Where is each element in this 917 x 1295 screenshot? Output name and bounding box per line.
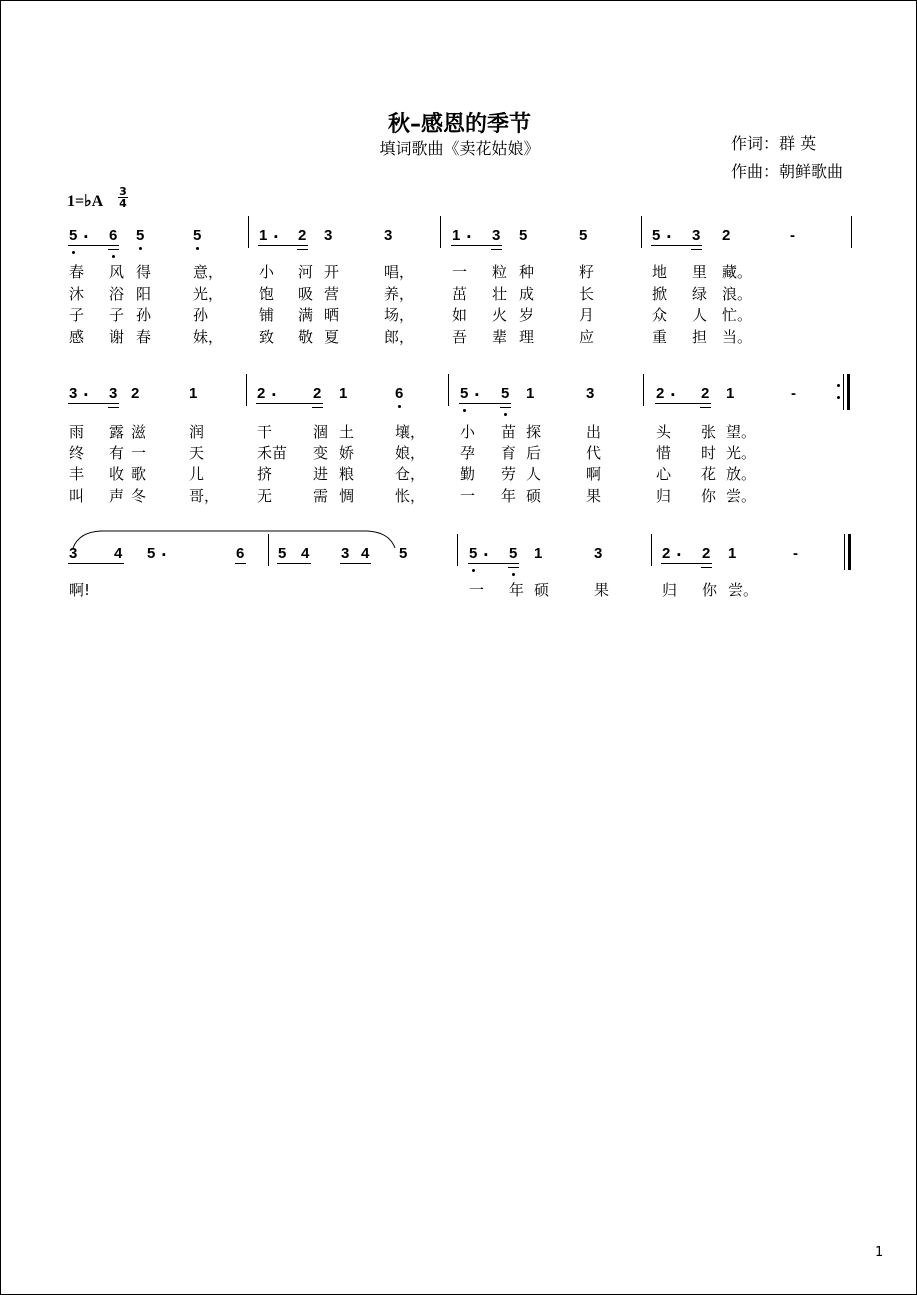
lyric-syllable: 探: [526, 423, 542, 441]
lyric-syllable: 阳: [136, 285, 152, 303]
barline: [651, 534, 652, 566]
repeat-dot: [837, 384, 840, 387]
lyric-syllable: 代: [586, 444, 602, 462]
lyric-syllable: 育: [501, 444, 517, 462]
barline: [268, 534, 269, 566]
lyric-syllable: 吾: [452, 328, 468, 346]
lyric-syllable: 子: [69, 306, 85, 324]
dash-note: -: [791, 385, 796, 402]
note: 3: [69, 545, 78, 562]
lyric-syllable: 晒: [324, 306, 340, 324]
note: 1: [526, 385, 535, 402]
lyric-syllable: 雨: [69, 423, 85, 441]
note: 5: [469, 545, 478, 562]
lyric-syllable: 心: [656, 465, 672, 483]
lyric-syllable: 满: [298, 306, 314, 324]
lyric-syllable: 意，: [193, 263, 224, 281]
note: 2: [722, 227, 731, 244]
time-signature: [118, 186, 128, 209]
note: 3: [384, 227, 393, 244]
note: 4: [301, 545, 310, 562]
lyric-syllable: 归: [662, 581, 678, 599]
lyric-syllable: 尝。: [726, 487, 757, 505]
lyric-syllable: 进: [313, 465, 329, 483]
lyric-syllable: 饱: [259, 285, 275, 303]
lyric-syllable: 声: [109, 487, 125, 505]
lyric-syllable: 地: [652, 263, 668, 281]
note: 2: [298, 227, 307, 244]
barline: [440, 216, 441, 248]
note: 2: [313, 385, 322, 402]
note: 1: [726, 385, 735, 402]
lyric-syllable: 叫: [69, 487, 85, 505]
underline: [491, 245, 502, 246]
lyric-syllable: 春: [69, 263, 85, 281]
lyric-syllable: 浪。: [722, 285, 753, 303]
lyric-syllable: 歌: [131, 465, 147, 483]
lyric-syllable: 当。: [722, 328, 753, 346]
lyric-syllable: 成: [519, 285, 535, 303]
lyric-syllable: 敬: [298, 328, 314, 346]
note: 5: [519, 227, 528, 244]
underline: [108, 245, 119, 246]
lyric-syllable: 人: [692, 306, 708, 324]
underline: [691, 249, 702, 250]
note: 5: [501, 385, 510, 402]
lyric-syllable: 孕: [460, 444, 476, 462]
underline: [297, 245, 308, 246]
augmentation-dot: ·: [474, 386, 480, 404]
lyric-syllable: 长: [579, 285, 595, 303]
lyric-syllable: 忙。: [722, 306, 753, 324]
lyric-syllable: 头: [656, 423, 672, 441]
barline: [844, 534, 845, 570]
note: 3: [341, 545, 350, 562]
augmentation-dot: ·: [466, 228, 472, 246]
lyric-syllable: 一: [460, 487, 476, 505]
low-octave-dot: [472, 569, 475, 572]
underline: [508, 563, 519, 564]
lyric-syllable: 藏。: [722, 263, 753, 281]
note: 1: [259, 227, 268, 244]
lyric-syllable: 担: [692, 328, 708, 346]
note: 2: [656, 385, 665, 402]
underline: [113, 563, 124, 564]
lyric-syllable: 有: [109, 444, 125, 462]
note: 3: [492, 227, 501, 244]
underline: [500, 403, 511, 404]
lyric-syllable: 场，: [384, 306, 415, 324]
lyric-syllable: 果: [586, 487, 602, 505]
lyric-syllable: 丰: [69, 465, 85, 483]
lyric-syllable: 啊: [586, 465, 602, 483]
lyric-syllable: 时: [701, 444, 717, 462]
underline: [108, 407, 119, 408]
lyric-syllable: 滋: [131, 423, 147, 441]
lyric-syllable: 沐: [69, 285, 85, 303]
lyric-syllable: 人: [526, 465, 542, 483]
low-octave-dot: [196, 247, 199, 250]
barline: [851, 216, 852, 248]
lyric-syllable: 你: [701, 487, 717, 505]
lyric-syllable: 火: [492, 306, 508, 324]
note: 1: [339, 385, 348, 402]
lyric-syllable: 应: [579, 328, 595, 346]
lyric-syllable: 冬: [131, 487, 147, 505]
underline: [297, 249, 308, 250]
note: 5: [579, 227, 588, 244]
lyric-syllable: 浴: [109, 285, 125, 303]
lyric-syllable: 光，: [193, 285, 224, 303]
underline: [312, 407, 323, 408]
augmentation-dot: ·: [271, 386, 277, 404]
lyric-syllable: 光。: [726, 444, 757, 462]
lyric-syllable: 土: [339, 423, 355, 441]
note: 5: [136, 227, 145, 244]
lyric-syllable: 粮: [339, 465, 355, 483]
note: 2: [131, 385, 140, 402]
lyric-syllable: 吸: [298, 285, 314, 303]
note: 5: [652, 227, 661, 244]
lyric-syllable: 怅，: [395, 487, 426, 505]
augmentation-dot: ·: [666, 228, 672, 246]
dash-note: -: [793, 545, 798, 562]
lyric-syllable: 如: [452, 306, 468, 324]
composer-credit: 作曲：朝鲜歌曲: [731, 162, 844, 181]
note: 1: [534, 545, 543, 562]
note: 5: [69, 227, 78, 244]
lyric-syllable: 铺: [259, 306, 275, 324]
lyric-syllable: 孙: [136, 306, 152, 324]
lyric-syllable: 露: [109, 423, 125, 441]
barline: [641, 216, 642, 248]
lyric-syllable: 后: [526, 444, 542, 462]
lyric-syllable: 郎，: [384, 328, 415, 346]
lyric-syllable: 啊!: [69, 581, 91, 599]
note: 5: [147, 545, 156, 562]
lyric-syllable: 一: [452, 263, 468, 281]
lyric-syllable: 春: [136, 328, 152, 346]
underline: [491, 249, 502, 250]
lyric-syllable: 勤: [460, 465, 476, 483]
lyric-syllable: 月: [579, 306, 595, 324]
low-octave-dot: [398, 405, 401, 408]
underline: [691, 245, 702, 246]
lyric-syllable: 挤: [257, 465, 273, 483]
note: 4: [114, 545, 123, 562]
note: 2: [257, 385, 266, 402]
note: 6: [395, 385, 404, 402]
lyric-syllable: 张: [701, 423, 717, 441]
final-barline: [848, 534, 851, 570]
note: 3: [69, 385, 78, 402]
lyric-syllable: 望。: [726, 423, 757, 441]
low-octave-dot: [504, 413, 507, 416]
augmentation-dot: ·: [161, 546, 167, 564]
lyric-syllable: 终: [69, 444, 85, 462]
lyric-syllable: 唱，: [384, 263, 415, 281]
lyric-syllable: 哥，: [189, 487, 220, 505]
lyric-syllable: 惆: [339, 487, 355, 505]
lyric-syllable: 年: [501, 487, 517, 505]
underline: [360, 563, 371, 564]
lyric-syllable: 干: [257, 423, 273, 441]
dash-note: -: [790, 227, 795, 244]
note: 1: [189, 385, 198, 402]
note: 3: [109, 385, 118, 402]
lyric-syllable: 惜: [656, 444, 672, 462]
low-octave-dot: [463, 409, 466, 412]
note: 2: [662, 545, 671, 562]
low-octave-dot: [512, 573, 515, 576]
lyric-syllable: 一: [469, 581, 485, 599]
underline: [701, 567, 712, 568]
lyric-syllable: 年: [509, 581, 525, 599]
note: 5: [399, 545, 408, 562]
lyric-syllable: 变: [313, 444, 329, 462]
underline: [312, 403, 323, 404]
augmentation-dot: ·: [83, 386, 89, 404]
lyric-syllable: 禾苗: [257, 444, 288, 462]
lyric-syllable: 粒: [492, 263, 508, 281]
lyric-syllable: 夏: [324, 328, 340, 346]
underline: [700, 407, 711, 408]
note: 4: [361, 545, 370, 562]
underline: [500, 407, 511, 408]
final-barline: [847, 374, 850, 410]
page-number: 1: [875, 1245, 884, 1260]
lyric-syllable: 无: [257, 487, 273, 505]
barline: [246, 374, 247, 406]
lyric-syllable: 致: [259, 328, 275, 346]
lyric-syllable: 一: [131, 444, 147, 462]
repeat-dot: [837, 396, 840, 399]
lyric-syllable: 得: [136, 263, 152, 281]
lyric-syllable: 需: [313, 487, 329, 505]
lyric-syllable: 果: [594, 581, 610, 599]
lyric-syllable: 你: [702, 581, 718, 599]
lyric-syllable: 辈: [492, 328, 508, 346]
lyric-syllable: 子: [109, 306, 125, 324]
note: 3: [692, 227, 701, 244]
augmentation-dot: ·: [670, 386, 676, 404]
lyricist-credit: 作词：群 英: [731, 134, 817, 153]
augmentation-dot: ·: [483, 546, 489, 564]
time-sig-bottom: 4: [119, 197, 127, 210]
lyric-syllable: 小: [259, 263, 275, 281]
note: 2: [702, 545, 711, 562]
lyric-syllable: 天: [189, 444, 205, 462]
barline: [843, 374, 844, 410]
augmentation-dot: ·: [676, 546, 682, 564]
underline: [508, 567, 519, 568]
lyric-syllable: 娘，: [395, 444, 426, 462]
lyric-syllable: 岁: [519, 306, 535, 324]
lyric-syllable: 润: [189, 423, 205, 441]
lyric-syllable: 硕: [526, 487, 542, 505]
lyric-syllable: 孙: [193, 306, 209, 324]
lyric-syllable: 小: [460, 423, 476, 441]
note: 5: [278, 545, 287, 562]
lyric-syllable: 养，: [384, 285, 415, 303]
lyric-syllable: 重: [652, 328, 668, 346]
note: 3: [324, 227, 333, 244]
lyric-syllable: 出: [586, 423, 602, 441]
augmentation-dot: ·: [83, 228, 89, 246]
low-octave-dot: [72, 251, 75, 254]
note: 3: [586, 385, 595, 402]
underline: [701, 563, 712, 564]
lyric-syllable: 河: [298, 263, 314, 281]
lyric-syllable: 壤，: [395, 423, 426, 441]
lyric-syllable: 种: [519, 263, 535, 281]
underline: [108, 403, 119, 404]
note: 6: [236, 545, 245, 562]
note: 1: [452, 227, 461, 244]
barline: [248, 216, 249, 248]
time-sig-top: 3: [119, 185, 127, 198]
note: 1: [728, 545, 737, 562]
lyric-syllable: 娇: [339, 444, 355, 462]
note: 6: [109, 227, 118, 244]
underline: [235, 563, 246, 564]
lyric-syllable: 感: [69, 328, 85, 346]
underline: [700, 403, 711, 404]
lyric-syllable: 放。: [726, 465, 757, 483]
barline: [448, 374, 449, 406]
low-octave-dot: [112, 255, 115, 258]
underline: [108, 249, 119, 250]
lyric-syllable: 收: [109, 465, 125, 483]
song-subtitle: 填词歌曲《卖花姑娘》: [379, 139, 540, 158]
lyric-syllable: 里: [692, 263, 708, 281]
note: 5: [509, 545, 518, 562]
low-octave-dot: [139, 247, 142, 250]
lyric-syllable: 开: [324, 263, 340, 281]
lyric-syllable: 尝。: [728, 581, 759, 599]
barline: [643, 374, 644, 406]
lyric-syllable: 妹，: [193, 328, 224, 346]
song-title: 秋–感恩的季节: [387, 112, 531, 137]
lyric-syllable: 营: [324, 285, 340, 303]
lyric-syllable: 籽: [579, 263, 595, 281]
augmentation-dot: ·: [273, 228, 279, 246]
note: 5: [193, 227, 202, 244]
lyric-syllable: 劳: [501, 465, 517, 483]
key-signature: 1=♭A: [67, 193, 104, 210]
lyric-syllable: 涸: [313, 423, 329, 441]
barline: [457, 534, 458, 566]
lyric-syllable: 硕: [534, 581, 550, 599]
lyric-syllable: 苗: [501, 423, 517, 441]
lyric-syllable: 归: [656, 487, 672, 505]
lyric-syllable: 花: [701, 465, 717, 483]
underline: [300, 563, 311, 564]
lyric-syllable: 掀: [652, 285, 668, 303]
lyric-syllable: 壮: [492, 285, 508, 303]
lyric-syllable: 儿: [189, 465, 205, 483]
lyric-syllable: 理: [519, 328, 535, 346]
lyric-syllable: 风: [109, 263, 125, 281]
note: 5: [460, 385, 469, 402]
lyric-syllable: 谢: [109, 328, 125, 346]
lyric-syllable: 绿: [692, 285, 708, 303]
lyric-syllable: 众: [652, 306, 668, 324]
note: 3: [594, 545, 603, 562]
lyric-syllable: 仓，: [395, 465, 426, 483]
note: 2: [701, 385, 710, 402]
lyric-syllable: 茁: [452, 285, 468, 303]
